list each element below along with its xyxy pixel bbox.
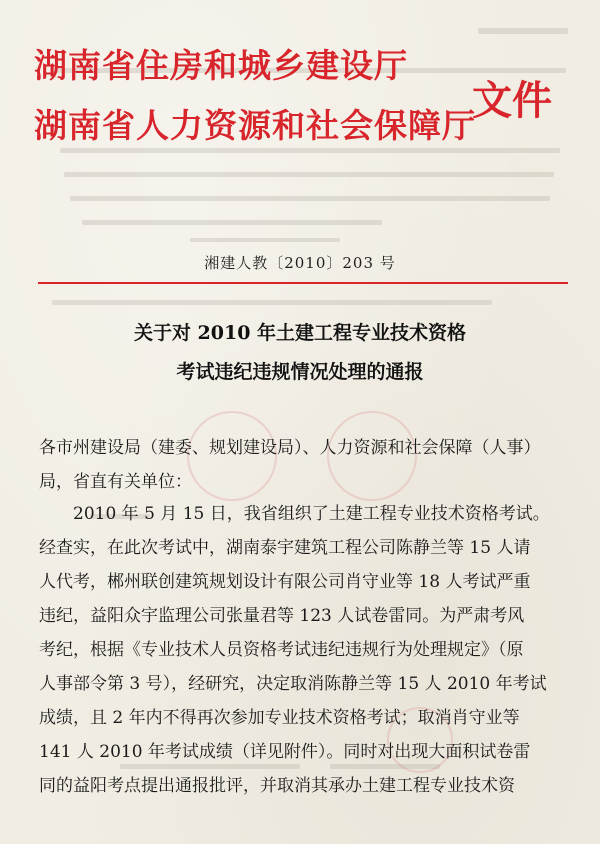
addressee-line-2: 局，省直有关单位： <box>39 472 192 492</box>
body-line: 成绩，且 2 年内不得再次参加专业技术资格考试；取消肖守业等 <box>39 708 520 728</box>
body-line: 2010 年 5 月 15 日，我省组织了土建工程专业技术资格考试。 <box>73 504 550 524</box>
red-divider-line <box>38 282 568 284</box>
body-line: 人代考，郴州联创建筑规划设计有限公司肖守业等 18 人考试严重 <box>39 572 531 592</box>
body-line: 违纪，益阳众宇监理公司张量君等 123 人试卷雷同。为严肃考风 <box>39 606 525 626</box>
body-line: 141 人 2010 年考试成绩（详见附件）。同时对出现大面积试卷雷 <box>39 742 531 762</box>
body-line: 同的益阳考点提出通报批评，并取消其承办土建工程专业技术资 <box>39 776 515 796</box>
issuing-department-2: 湖南省人力资源和社会保障厅 <box>34 106 476 145</box>
document-title-line-2: 考试违纪违规情况处理的通报 <box>176 361 424 383</box>
body-line: 考纪，根据《专业技术人员资格考试违纪违规行为处理规定》（原 <box>39 640 524 660</box>
issuing-department-1: 湖南省住房和城乡建设厅 <box>34 46 408 85</box>
addressee-line-1: 各市州建设局（建委、规划建设局）、人力资源和社会保障（人事） <box>39 438 541 458</box>
body-line: 人事部令第 3 号），经研究，决定取消陈静兰等 15 人 2010 年考试 <box>39 674 547 694</box>
document-type-label: 文件 <box>472 78 552 124</box>
document-number: 湘建人教〔2010〕203 号 <box>204 254 396 272</box>
document-title-line-1: 关于对 2010 年土建工程专业技术资格 <box>133 322 467 344</box>
body-line: 经查实，在此次考试中，湖南泰宇建筑工程公司陈静兰等 15 人请 <box>39 538 531 558</box>
